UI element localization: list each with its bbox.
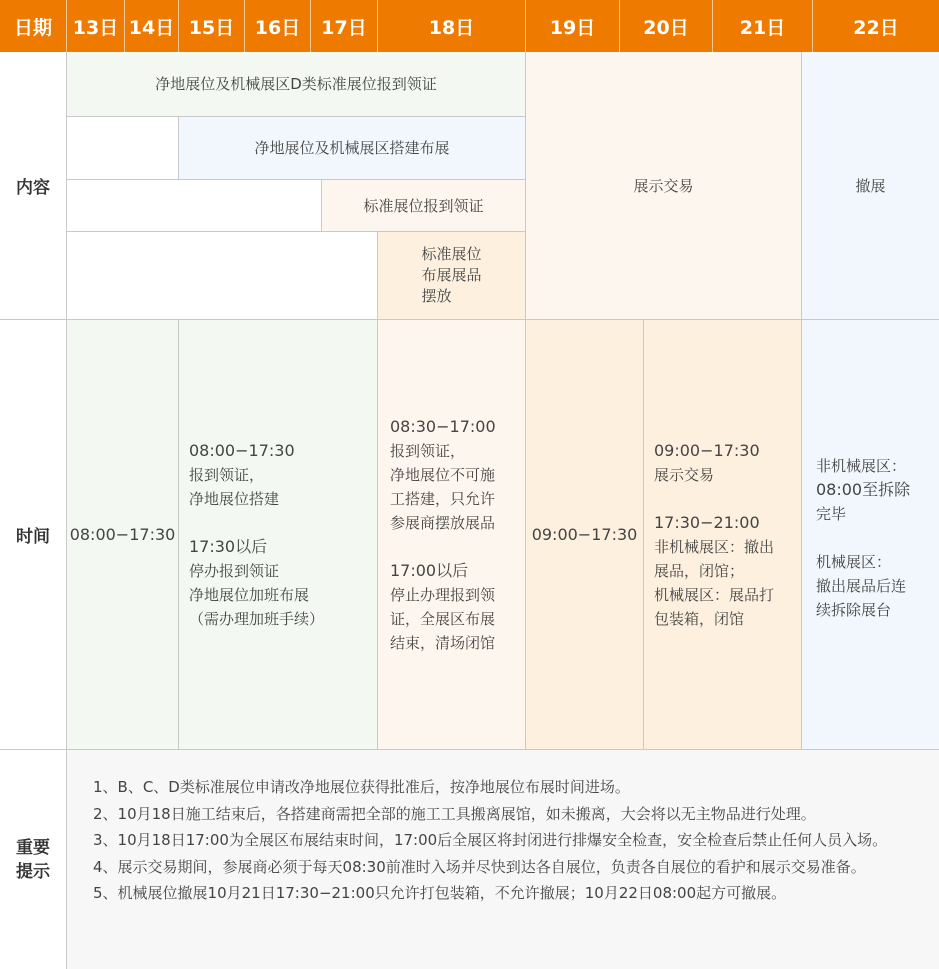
note-item: 1、B、C、D类标准展位申请改净地展位获得批准后，按净地展位布展时间进场。: [93, 778, 630, 796]
content-exhibition-trading: 展示交易: [526, 52, 802, 320]
time-line: 续拆除展台: [816, 601, 892, 619]
row-label-time: 时间: [0, 320, 67, 750]
note-item: 4、展示交易期间，参展商必须于每天08:30前准时入场并尽快到达各自展位，负责各自展位的看护和展示交易准备。: [93, 857, 866, 876]
note-item: 5、机械展位撤展10月21日17:30−21:00只允许打包装箱，不允许撤展；10月22日08:00起方可撤展。: [93, 884, 787, 902]
time-day13-14: 08:00−17:30: [67, 320, 179, 750]
header-date-label: 日期: [0, 0, 67, 52]
content-registration-all: 净地展位及机械展区D类标准展位报到领证: [67, 52, 526, 117]
header-day-13: 13日: [67, 0, 125, 52]
content-standard-placement: [378, 232, 526, 320]
time-line: 净地展位不可施: [390, 465, 496, 484]
time-line: 08:00−17:30: [189, 440, 295, 460]
header-day-16: 16日: [245, 0, 311, 52]
time-day19: 09:00−17:30: [526, 320, 644, 750]
header-day-19: 19日: [526, 0, 620, 52]
time-line: 09:00−17:30: [654, 440, 760, 460]
notes-label-text: 重要提示: [16, 837, 50, 882]
content-standard-registration: 标准展位报到领证: [322, 180, 526, 232]
time-line: 停办报到领证: [189, 561, 280, 580]
time-line: 机械展区：: [816, 553, 892, 571]
time-day20-21: [644, 320, 802, 750]
row-label-content: 内容: [0, 52, 67, 320]
time-line: 08:30−17:00: [390, 416, 496, 436]
time-line: 撤出展品后连: [816, 577, 907, 595]
content-setup-build: 净地展位及机械展区搭建布展: [179, 117, 526, 180]
header-day-21: 21日: [713, 0, 813, 52]
placement-line: 标准展位: [421, 245, 482, 263]
content-empty-r4: [67, 232, 378, 320]
header-day-20: 20日: [620, 0, 713, 52]
time-line: 报到领证，: [189, 465, 265, 484]
time-day15-17: [179, 320, 378, 750]
time-line: 17:30−21:00: [654, 512, 760, 532]
time-line: 净地展位搭建: [189, 489, 280, 508]
placement-line: 布展展品: [421, 266, 482, 284]
time-line: 展品，闭馆；: [654, 561, 745, 580]
header-day-17: 17日: [311, 0, 378, 52]
header-day-14: 14日: [125, 0, 179, 52]
time-day22: [802, 320, 939, 750]
time-line: 非机械展区：: [816, 457, 907, 475]
time-line: 08:00至拆除: [816, 480, 911, 499]
header-day-18: 18日: [378, 0, 526, 52]
time-line: 17:30以后: [189, 536, 268, 556]
time-line: （需办理加班手续）: [189, 609, 325, 628]
note-item: 2、10月18日施工结束后，各搭建商需把全部的施工工具搬离展馆，如未搬离，大会将以无主物品进行处理。: [93, 804, 816, 823]
placement-line: 摆放: [421, 287, 452, 305]
content-empty-r2: [67, 117, 179, 180]
time-line: 完毕: [816, 505, 847, 523]
time-line: 包装箱，闭馆: [654, 609, 745, 628]
header-day-15: 15日: [179, 0, 245, 52]
note-item: 3、10月18日17:00为全展区布展结束时间，17:00后全展区将封闭进行排爆安全检查，安全检查后禁止任何人员入场。: [93, 831, 888, 849]
time-line: 停止办理报到领: [390, 585, 496, 604]
time-line: 净地展位加班布展: [189, 585, 310, 604]
time-line: 展示交易: [654, 465, 715, 484]
time-line: 参展商摆放展品: [390, 513, 496, 532]
time-line: 17:00以后: [390, 560, 469, 580]
important-notes: [67, 750, 939, 969]
time-line: 工搭建，只允许: [390, 489, 496, 508]
time-day18: [378, 320, 526, 750]
content-empty-r3: [67, 180, 322, 232]
time-line: 报到领证，: [390, 441, 466, 460]
time-line: 非机械展区：撤出: [654, 537, 775, 556]
time-line: 结束，清场闭馆: [390, 633, 496, 652]
time-line: 证，全展区布展: [390, 609, 496, 628]
content-teardown: 撤展: [802, 52, 939, 320]
header-day-22: 22日: [813, 0, 939, 52]
time-line: 机械展区：展品打: [654, 585, 775, 604]
row-label-notes: [0, 750, 67, 969]
